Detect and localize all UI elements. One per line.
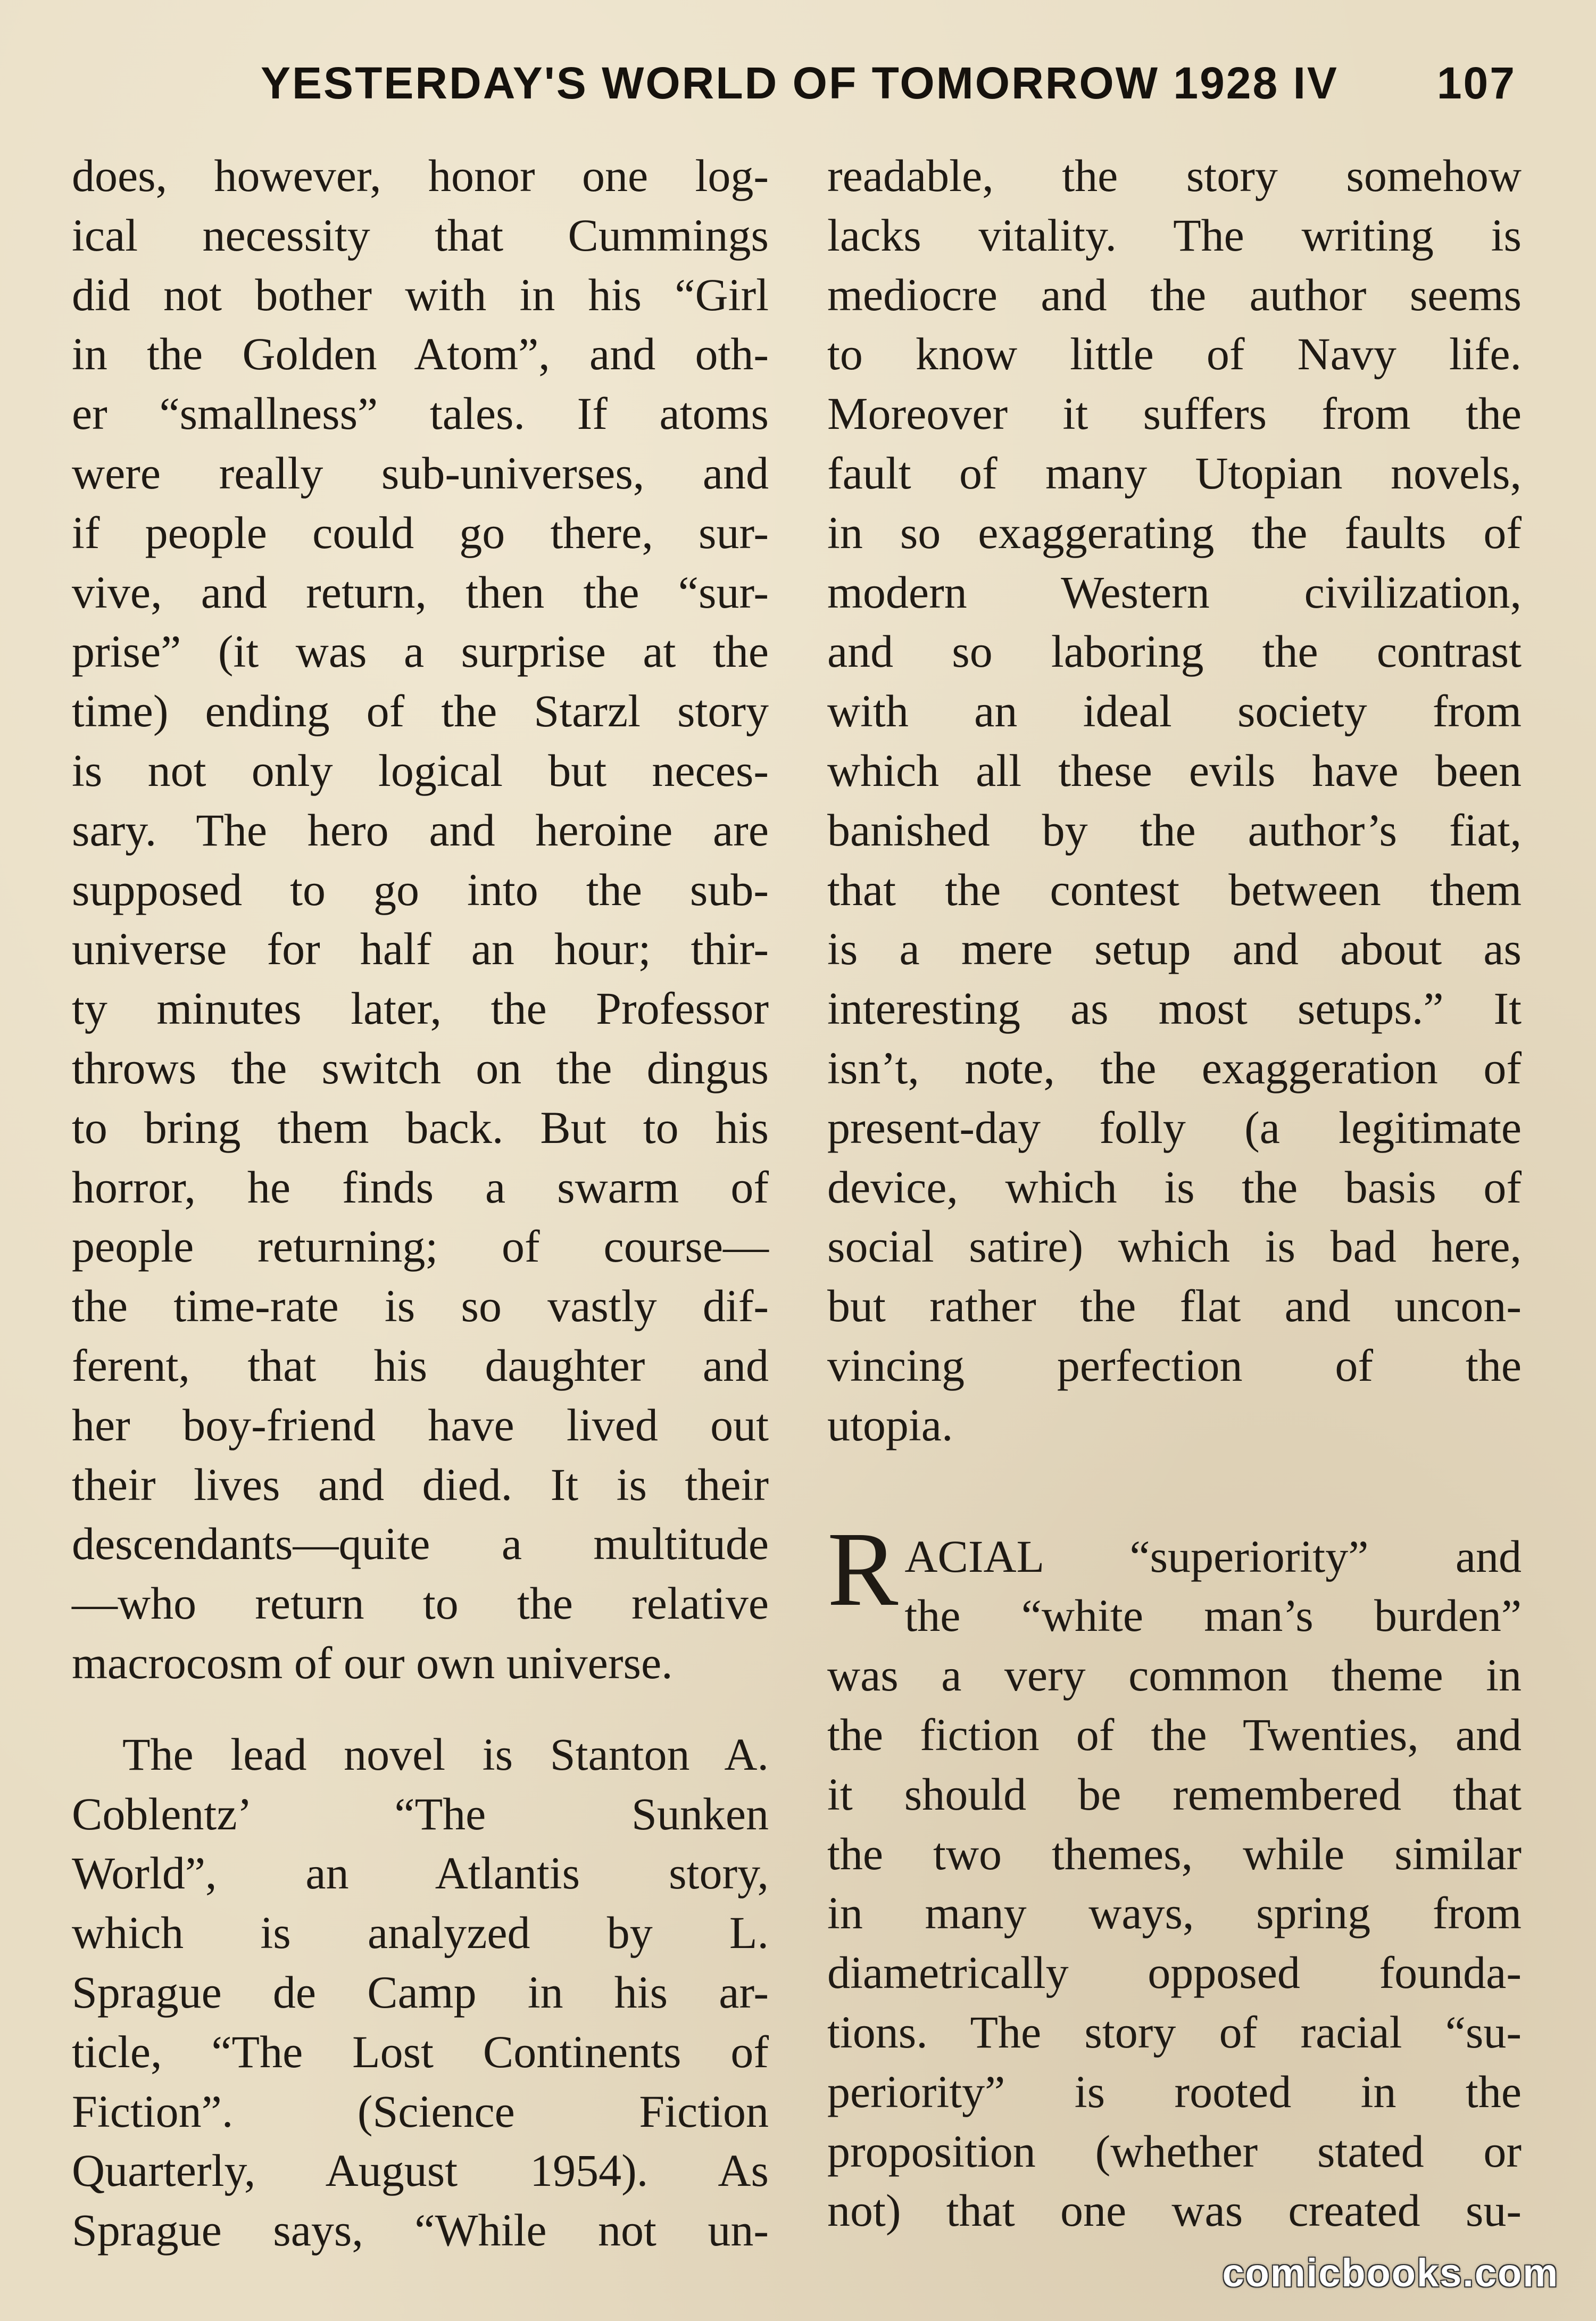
paragraph-gap bbox=[72, 1693, 769, 1725]
text-line: readable, the story somehow bbox=[827, 150, 1522, 201]
section-gap bbox=[827, 1455, 1522, 1527]
text-line: utopia. bbox=[827, 1399, 953, 1450]
text-line: prise” (it was a surprise at the bbox=[72, 626, 769, 677]
left-column bbox=[72, 146, 769, 2260]
right-column bbox=[827, 146, 1522, 2241]
text-line: Fiction”. (Science Fiction bbox=[72, 2085, 769, 2137]
text-line: in the Golden Atom”, and oth- bbox=[72, 328, 769, 380]
text-line: were really sub-universes, and bbox=[72, 447, 769, 499]
text-line: interesting as most setups.” It bbox=[827, 983, 1522, 1034]
header-title: YESTERDAY'S WORLD OF TOMORROW 1928 IV bbox=[261, 58, 1339, 108]
text-line: ACIAL “superiority” and bbox=[904, 1530, 1522, 1582]
text-line: which is analyzed by L. bbox=[72, 1907, 769, 1959]
text-line: present-day folly (a legitimate bbox=[827, 1101, 1522, 1153]
text-line: Moreover it suffers from the bbox=[827, 388, 1522, 440]
right-paragraph-1 bbox=[827, 146, 1522, 1455]
text-line: device, which is the basis of bbox=[827, 1161, 1522, 1213]
text-line: banished by the author’s fiat, bbox=[827, 804, 1522, 856]
text-line: tions. The story of racial “su- bbox=[827, 2006, 1522, 2058]
text-line: people returning; of course— bbox=[72, 1221, 769, 1272]
text-line: to bring them back. But to his bbox=[72, 1101, 769, 1153]
text-line: lacks vitality. The writing is bbox=[827, 209, 1522, 261]
text-line: ticle, “The Lost Continents of bbox=[72, 2026, 769, 2077]
text-line: Sprague de Camp in his ar- bbox=[72, 1966, 769, 2018]
text-line: that the contest between them bbox=[827, 864, 1522, 915]
text-line: universe for half an hour; thir- bbox=[72, 923, 769, 975]
text-line: sary. The hero and heroine are bbox=[72, 804, 769, 856]
text-line: with an ideal society from bbox=[827, 685, 1522, 737]
text-line: not) that one was created su- bbox=[827, 2185, 1522, 2236]
text-line: fault of many Utopian novels, bbox=[827, 447, 1522, 499]
text-line: vincing perfection of the bbox=[827, 1339, 1522, 1391]
text-line: the time-rate is so vastly dif- bbox=[72, 1280, 769, 1332]
text-line: in many ways, spring from bbox=[827, 1887, 1522, 1939]
text-line: which all these evils have been bbox=[827, 744, 1522, 796]
text-line: Quarterly, August 1954). As bbox=[72, 2145, 769, 2196]
left-paragraph-1 bbox=[72, 146, 769, 1693]
site-watermark: comicbooks.com bbox=[1222, 2251, 1559, 2295]
text-line: macrocosm of our own universe. bbox=[72, 1637, 673, 1688]
text-line: throws the switch on the dingus bbox=[72, 1042, 769, 1093]
text-line: was a very common theme in bbox=[827, 1649, 1522, 1701]
text-line: —who return to the relative bbox=[72, 1578, 769, 1629]
text-line: to know little of Navy life. bbox=[827, 328, 1522, 380]
text-line: The lead novel is Stanton A. bbox=[122, 1728, 769, 1780]
text-line: isn’t, note, the exaggeration of bbox=[827, 1042, 1522, 1093]
text-line: time) ending of the Starzl story bbox=[72, 685, 769, 737]
text-line: her boy-friend have lived out bbox=[72, 1399, 769, 1450]
text-line: diametrically opposed founda- bbox=[827, 1947, 1522, 1999]
text-line: periority” is rooted in the bbox=[827, 2066, 1522, 2117]
text-line: Sprague says, “While not un- bbox=[72, 2204, 769, 2256]
drop-cap: R bbox=[827, 1510, 899, 1628]
text-line: the two themes, while similar bbox=[827, 1828, 1522, 1879]
text-line: horror, he finds a swarm of bbox=[72, 1161, 769, 1213]
text-line: is not only logical but neces- bbox=[72, 744, 769, 796]
text-line: the “white man’s burden” bbox=[904, 1590, 1522, 1642]
left-paragraph-2 bbox=[72, 1725, 769, 2260]
text-line: is a mere setup and about as bbox=[827, 923, 1522, 975]
text-line: modern Western civilization, bbox=[827, 566, 1522, 618]
text-line: it should be remembered that bbox=[827, 1768, 1522, 1820]
right-paragraph-2 bbox=[827, 1510, 1522, 2241]
text-line: and so laboring the contrast bbox=[827, 626, 1522, 677]
text-line: in so exaggerating the faults of bbox=[827, 507, 1522, 558]
text-line: their lives and died. It is their bbox=[72, 1458, 769, 1510]
text-line: did not bother with in his “Girl bbox=[72, 269, 769, 320]
text-line: er “smallness” tales. If atoms bbox=[72, 388, 769, 440]
text-line: ty minutes later, the Professor bbox=[72, 983, 769, 1034]
text-line: but rather the flat and uncon- bbox=[827, 1280, 1522, 1332]
text-line: Coblentz’ “The Sunken bbox=[72, 1788, 769, 1839]
text-line: ical necessity that Cummings bbox=[72, 209, 769, 261]
page-number: 107 bbox=[1436, 58, 1516, 108]
text-line: mediocre and the author seems bbox=[827, 269, 1522, 320]
text-line: descendants—quite a multitude bbox=[72, 1518, 769, 1570]
text-line: World”, an Atlantis story, bbox=[72, 1847, 769, 1899]
text-line: if people could go there, sur- bbox=[72, 507, 769, 558]
text-line: ferent, that his daughter and bbox=[72, 1339, 769, 1391]
text-line: proposition (whether stated or bbox=[827, 2125, 1522, 2177]
text-line: the fiction of the Twenties, and bbox=[827, 1709, 1522, 1760]
text-line: vive, and return, then the “sur- bbox=[72, 566, 769, 618]
text-line: supposed to go into the sub- bbox=[72, 864, 769, 915]
text-line: does, however, honor one log- bbox=[72, 150, 769, 201]
text-line: social satire) which is bad here, bbox=[827, 1221, 1522, 1272]
